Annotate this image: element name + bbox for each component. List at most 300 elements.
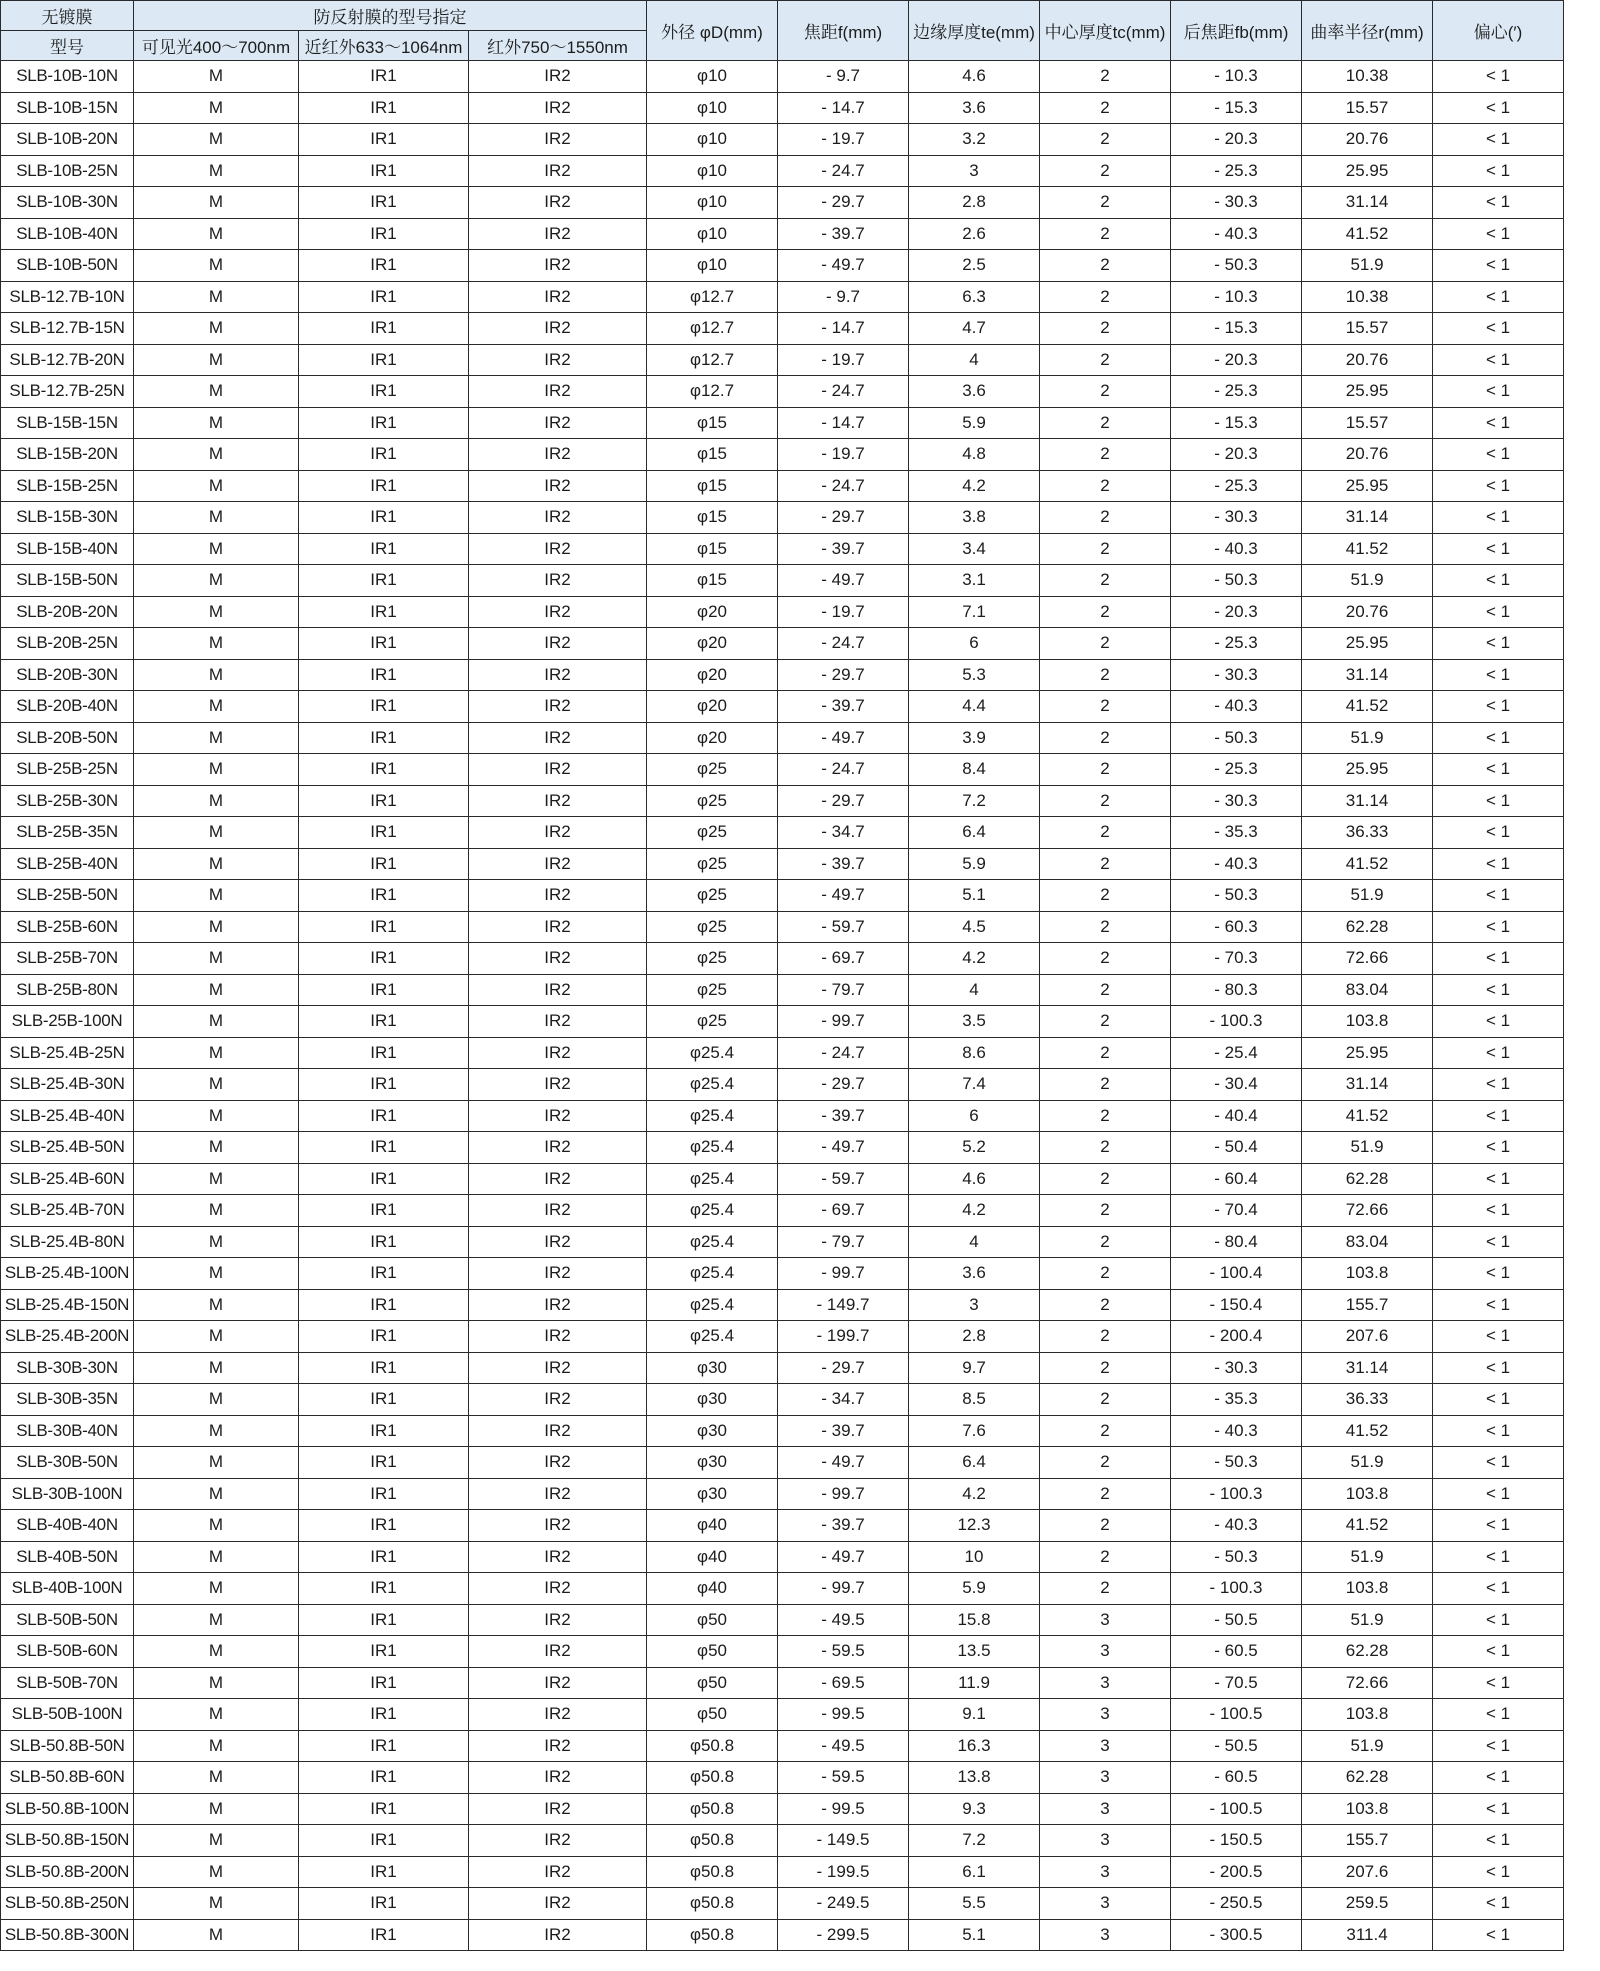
table-row <box>1 659 1564 691</box>
decenter-cell: < 1 <box>1433 1321 1564 1353</box>
nir-coating-cell: IR1 <box>299 250 469 282</box>
visible-coating-cell: M <box>134 1384 299 1416</box>
focal-length-cell: - 19.7 <box>778 344 909 376</box>
focal-length-cell: - 49.5 <box>778 1604 909 1636</box>
nir-coating-cell: IR1 <box>299 1667 469 1699</box>
model-cell: SLB-10B-15N <box>1 92 134 124</box>
radius-cell: 62.28 <box>1302 1636 1433 1668</box>
radius-cell: 103.8 <box>1302 1258 1433 1290</box>
table-body <box>1 61 1564 1951</box>
model-cell: SLB-15B-40N <box>1 533 134 565</box>
diameter-cell: φ10 <box>647 187 778 219</box>
table-row <box>1 1006 1564 1038</box>
edge-thickness-cell: 5.9 <box>909 407 1040 439</box>
radius-cell: 72.66 <box>1302 1667 1433 1699</box>
back-focal-length-cell: - 80.4 <box>1171 1226 1302 1258</box>
visible-coating-cell: M <box>134 722 299 754</box>
table-row <box>1 1888 1564 1920</box>
back-focal-length-cell: - 150.5 <box>1171 1825 1302 1857</box>
table-row <box>1 1762 1564 1794</box>
table-row <box>1 1573 1564 1605</box>
edge-thickness-cell: 3.6 <box>909 376 1040 408</box>
edge-thickness-cell: 3.8 <box>909 502 1040 534</box>
back-focal-length-cell: - 50.3 <box>1171 880 1302 912</box>
back-focal-length-cell: - 60.5 <box>1171 1762 1302 1794</box>
back-focal-length-cell: - 100.4 <box>1171 1258 1302 1290</box>
center-thickness-cell: 3 <box>1040 1888 1171 1920</box>
model-cell: SLB-30B-40N <box>1 1415 134 1447</box>
radius-cell: 15.57 <box>1302 92 1433 124</box>
diameter-cell: φ25.4 <box>647 1132 778 1164</box>
model-cell: SLB-25.4B-70N <box>1 1195 134 1227</box>
decenter-cell: < 1 <box>1433 1447 1564 1479</box>
nir-coating-cell: IR1 <box>299 785 469 817</box>
radius-cell: 51.9 <box>1302 1730 1433 1762</box>
model-cell: SLB-25.4B-60N <box>1 1163 134 1195</box>
edge-thickness-cell: 2.6 <box>909 218 1040 250</box>
diameter-cell: φ12.7 <box>647 313 778 345</box>
center-thickness-cell: 2 <box>1040 1321 1171 1353</box>
decenter-cell: < 1 <box>1433 92 1564 124</box>
edge-thickness-cell: 4.2 <box>909 470 1040 502</box>
table-row <box>1 1510 1564 1542</box>
nir-coating-cell: IR1 <box>299 1510 469 1542</box>
back-focal-length-cell: - 300.5 <box>1171 1919 1302 1951</box>
nir-coating-cell: IR1 <box>299 344 469 376</box>
focal-length-cell: - 149.5 <box>778 1825 909 1857</box>
table-row <box>1 1100 1564 1132</box>
back-focal-length-cell: - 40.3 <box>1171 1510 1302 1542</box>
radius-cell: 155.7 <box>1302 1825 1433 1857</box>
edge-thickness-cell: 4.4 <box>909 691 1040 723</box>
center-thickness-cell: 3 <box>1040 1919 1171 1951</box>
diameter-cell: φ30 <box>647 1352 778 1384</box>
table-row <box>1 911 1564 943</box>
center-thickness-cell: 2 <box>1040 943 1171 975</box>
decenter-cell: < 1 <box>1433 1919 1564 1951</box>
diameter-cell: φ20 <box>647 596 778 628</box>
focal-length-cell: - 39.7 <box>778 691 909 723</box>
table-row <box>1 61 1564 93</box>
center-thickness-cell: 3 <box>1040 1699 1171 1731</box>
back-focal-length-cell: - 35.3 <box>1171 1384 1302 1416</box>
center-thickness-cell: 2 <box>1040 502 1171 534</box>
radius-cell: 25.95 <box>1302 155 1433 187</box>
focal-length-cell: - 299.5 <box>778 1919 909 1951</box>
ir-coating-cell: IR2 <box>469 1573 647 1605</box>
focal-length-cell: - 99.7 <box>778 1006 909 1038</box>
table-row <box>1 281 1564 313</box>
visible-coating-cell: M <box>134 691 299 723</box>
nir-coating-cell: IR1 <box>299 1604 469 1636</box>
diameter-cell: φ10 <box>647 218 778 250</box>
decenter-cell: < 1 <box>1433 344 1564 376</box>
decenter-cell: < 1 <box>1433 722 1564 754</box>
focal-length-cell: - 29.7 <box>778 659 909 691</box>
table-row <box>1 344 1564 376</box>
ir-coating-cell: IR2 <box>469 376 647 408</box>
focal-length-cell: - 149.7 <box>778 1289 909 1321</box>
decenter-cell: < 1 <box>1433 1667 1564 1699</box>
diameter-cell: φ12.7 <box>647 281 778 313</box>
visible-coating-cell: M <box>134 1132 299 1164</box>
ir-coating-cell: IR2 <box>469 659 647 691</box>
model-cell: SLB-40B-50N <box>1 1541 134 1573</box>
header-row-top <box>1 1 1564 31</box>
focal-length-cell: - 34.7 <box>778 817 909 849</box>
edge-thickness-cell: 4.2 <box>909 1195 1040 1227</box>
radius-cell: 259.5 <box>1302 1888 1433 1920</box>
diameter-cell: φ30 <box>647 1415 778 1447</box>
radius-cell: 36.33 <box>1302 1384 1433 1416</box>
model-cell: SLB-20B-25N <box>1 628 134 660</box>
nir-coating-cell: IR1 <box>299 1132 469 1164</box>
back-focal-length-cell: - 25.3 <box>1171 754 1302 786</box>
model-cell: SLB-25B-50N <box>1 880 134 912</box>
radius-cell: 31.14 <box>1302 1069 1433 1101</box>
edge-thickness-cell: 3.5 <box>909 1006 1040 1038</box>
focal-length-cell: - 39.7 <box>778 218 909 250</box>
edge-thickness-cell: 7.1 <box>909 596 1040 628</box>
diameter-cell: φ20 <box>647 628 778 660</box>
center-thickness-cell: 2 <box>1040 1478 1171 1510</box>
radius-cell: 31.14 <box>1302 187 1433 219</box>
diameter-cell: φ15 <box>647 502 778 534</box>
nir-coating-cell: IR1 <box>299 1352 469 1384</box>
nir-coating-cell: IR1 <box>299 1226 469 1258</box>
radius-cell: 10.38 <box>1302 61 1433 93</box>
back-focal-length-cell: - 50.4 <box>1171 1132 1302 1164</box>
diameter-cell: φ25 <box>647 817 778 849</box>
center-thickness-cell: 2 <box>1040 533 1171 565</box>
visible-coating-cell: M <box>134 1447 299 1479</box>
focal-length-cell: - 24.7 <box>778 376 909 408</box>
diameter-cell: φ50 <box>647 1604 778 1636</box>
table-row <box>1 1226 1564 1258</box>
diameter-cell: φ25.4 <box>647 1069 778 1101</box>
diameter-cell: φ25.4 <box>647 1100 778 1132</box>
back-focal-length-cell: - 40.3 <box>1171 1415 1302 1447</box>
ir-coating-cell: IR2 <box>469 1321 647 1353</box>
focal-length-cell: - 69.7 <box>778 1195 909 1227</box>
center-thickness-cell: 3 <box>1040 1636 1171 1668</box>
center-thickness-cell: 3 <box>1040 1825 1171 1857</box>
edge-thickness-cell: 12.3 <box>909 1510 1040 1542</box>
visible-coating-cell: M <box>134 1604 299 1636</box>
visible-coating-cell: M <box>134 1100 299 1132</box>
diameter-cell: φ10 <box>647 250 778 282</box>
back-focal-length-cell: - 30.3 <box>1171 785 1302 817</box>
decenter-cell: < 1 <box>1433 1888 1564 1920</box>
model-cell: SLB-10B-40N <box>1 218 134 250</box>
radius-cell: 51.9 <box>1302 1541 1433 1573</box>
back-focal-length-cell: - 70.5 <box>1171 1667 1302 1699</box>
visible-coating-cell: M <box>134 1919 299 1951</box>
center-thickness-cell: 2 <box>1040 880 1171 912</box>
diameter-cell: φ12.7 <box>647 344 778 376</box>
model-cell: SLB-25.4B-100N <box>1 1258 134 1290</box>
radius-cell: 41.52 <box>1302 533 1433 565</box>
decenter-cell: < 1 <box>1433 250 1564 282</box>
diameter-cell: φ10 <box>647 155 778 187</box>
model-cell: SLB-15B-20N <box>1 439 134 471</box>
focal-length-cell: - 49.7 <box>778 1447 909 1479</box>
focal-length-cell: - 99.7 <box>778 1258 909 1290</box>
table-row <box>1 502 1564 534</box>
center-thickness-cell: 3 <box>1040 1730 1171 1762</box>
diameter-cell: φ25.4 <box>647 1195 778 1227</box>
nir-coating-cell: IR1 <box>299 1888 469 1920</box>
decenter-cell: < 1 <box>1433 407 1564 439</box>
center-thickness-cell: 2 <box>1040 1006 1171 1038</box>
decenter-cell: < 1 <box>1433 911 1564 943</box>
edge-thickness-cell: 4.5 <box>909 911 1040 943</box>
nir-coating-cell: IR1 <box>299 1037 469 1069</box>
radius-cell: 51.9 <box>1302 1447 1433 1479</box>
nir-coating-cell: IR1 <box>299 1069 469 1101</box>
decenter-cell: < 1 <box>1433 596 1564 628</box>
ir-coating-cell: IR2 <box>469 1447 647 1479</box>
edge-thickness-cell: 6.1 <box>909 1856 1040 1888</box>
ir-coating-cell: IR2 <box>469 281 647 313</box>
ir-coating-cell: IR2 <box>469 1006 647 1038</box>
model-cell: SLB-50.8B-150N <box>1 1825 134 1857</box>
model-cell: SLB-25.4B-150N <box>1 1289 134 1321</box>
model-cell: SLB-50.8B-100N <box>1 1793 134 1825</box>
table-row <box>1 1132 1564 1164</box>
decenter-cell: < 1 <box>1433 439 1564 471</box>
header-outer-diameter: 外径 φD(mm) <box>647 1 778 61</box>
diameter-cell: φ30 <box>647 1447 778 1479</box>
table-row <box>1 1321 1564 1353</box>
edge-thickness-cell: 8.4 <box>909 754 1040 786</box>
edge-thickness-cell: 5.9 <box>909 1573 1040 1605</box>
radius-cell: 41.52 <box>1302 691 1433 723</box>
focal-length-cell: - 199.7 <box>778 1321 909 1353</box>
nir-coating-cell: IR1 <box>299 1730 469 1762</box>
nir-coating-cell: IR1 <box>299 1415 469 1447</box>
edge-thickness-cell: 4.8 <box>909 439 1040 471</box>
nir-coating-cell: IR1 <box>299 691 469 723</box>
center-thickness-cell: 2 <box>1040 124 1171 156</box>
back-focal-length-cell: - 200.5 <box>1171 1856 1302 1888</box>
visible-coating-cell: M <box>134 1258 299 1290</box>
decenter-cell: < 1 <box>1433 1384 1564 1416</box>
focal-length-cell: - 24.7 <box>778 470 909 502</box>
model-cell: SLB-10B-30N <box>1 187 134 219</box>
back-focal-length-cell: - 70.4 <box>1171 1195 1302 1227</box>
back-focal-length-cell: - 70.3 <box>1171 943 1302 975</box>
center-thickness-cell: 2 <box>1040 659 1171 691</box>
model-cell: SLB-50B-60N <box>1 1636 134 1668</box>
decenter-cell: < 1 <box>1433 1132 1564 1164</box>
radius-cell: 207.6 <box>1302 1856 1433 1888</box>
ir-coating-cell: IR2 <box>469 533 647 565</box>
back-focal-length-cell: - 50.3 <box>1171 1447 1302 1479</box>
center-thickness-cell: 2 <box>1040 407 1171 439</box>
back-focal-length-cell: - 40.4 <box>1171 1100 1302 1132</box>
nir-coating-cell: IR1 <box>299 1321 469 1353</box>
decenter-cell: < 1 <box>1433 1825 1564 1857</box>
visible-coating-cell: M <box>134 1352 299 1384</box>
edge-thickness-cell: 4.2 <box>909 1478 1040 1510</box>
focal-length-cell: - 29.7 <box>778 1069 909 1101</box>
focal-length-cell: - 14.7 <box>778 313 909 345</box>
edge-thickness-cell: 6.4 <box>909 1447 1040 1479</box>
visible-coating-cell: M <box>134 1699 299 1731</box>
center-thickness-cell: 2 <box>1040 565 1171 597</box>
diameter-cell: φ25 <box>647 785 778 817</box>
edge-thickness-cell: 8.5 <box>909 1384 1040 1416</box>
model-cell: SLB-15B-50N <box>1 565 134 597</box>
diameter-cell: φ15 <box>647 565 778 597</box>
center-thickness-cell: 3 <box>1040 1793 1171 1825</box>
decenter-cell: < 1 <box>1433 313 1564 345</box>
edge-thickness-cell: 6.4 <box>909 817 1040 849</box>
decenter-cell: < 1 <box>1433 1762 1564 1794</box>
focal-length-cell: - 99.5 <box>778 1699 909 1731</box>
visible-coating-cell: M <box>134 754 299 786</box>
decenter-cell: < 1 <box>1433 155 1564 187</box>
radius-cell: 103.8 <box>1302 1793 1433 1825</box>
center-thickness-cell: 2 <box>1040 61 1171 93</box>
decenter-cell: < 1 <box>1433 1163 1564 1195</box>
edge-thickness-cell: 16.3 <box>909 1730 1040 1762</box>
visible-coating-cell: M <box>134 1321 299 1353</box>
nir-coating-cell: IR1 <box>299 817 469 849</box>
model-cell: SLB-30B-35N <box>1 1384 134 1416</box>
nir-coating-cell: IR1 <box>299 470 469 502</box>
nir-coating-cell: IR1 <box>299 1636 469 1668</box>
decenter-cell: < 1 <box>1433 1699 1564 1731</box>
edge-thickness-cell: 7.4 <box>909 1069 1040 1101</box>
header-back-focal-length: 后焦距fb(mm) <box>1171 1 1302 61</box>
model-cell: SLB-15B-15N <box>1 407 134 439</box>
edge-thickness-cell: 15.8 <box>909 1604 1040 1636</box>
table-row <box>1 1163 1564 1195</box>
center-thickness-cell: 2 <box>1040 691 1171 723</box>
focal-length-cell: - 49.7 <box>778 1541 909 1573</box>
edge-thickness-cell: 3.1 <box>909 565 1040 597</box>
diameter-cell: φ20 <box>647 659 778 691</box>
diameter-cell: φ25.4 <box>647 1289 778 1321</box>
diameter-cell: φ30 <box>647 1384 778 1416</box>
center-thickness-cell: 2 <box>1040 1100 1171 1132</box>
back-focal-length-cell: - 20.3 <box>1171 344 1302 376</box>
header-uncoated: 无镀膜 <box>1 1 134 31</box>
decenter-cell: < 1 <box>1433 1636 1564 1668</box>
model-cell: SLB-20B-40N <box>1 691 134 723</box>
radius-cell: 51.9 <box>1302 722 1433 754</box>
focal-length-cell: - 39.7 <box>778 1415 909 1447</box>
center-thickness-cell: 2 <box>1040 1226 1171 1258</box>
header-center-thickness: 中心厚度tc(mm) <box>1040 1 1171 61</box>
focal-length-cell: - 249.5 <box>778 1888 909 1920</box>
focal-length-cell: - 59.5 <box>778 1636 909 1668</box>
visible-coating-cell: M <box>134 250 299 282</box>
decenter-cell: < 1 <box>1433 1793 1564 1825</box>
visible-coating-cell: M <box>134 124 299 156</box>
radius-cell: 20.76 <box>1302 439 1433 471</box>
ir-coating-cell: IR2 <box>469 1226 647 1258</box>
visible-coating-cell: M <box>134 470 299 502</box>
focal-length-cell: - 99.5 <box>778 1793 909 1825</box>
back-focal-length-cell: - 50.5 <box>1171 1730 1302 1762</box>
decenter-cell: < 1 <box>1433 1478 1564 1510</box>
radius-cell: 72.66 <box>1302 943 1433 975</box>
ir-coating-cell: IR2 <box>469 1762 647 1794</box>
decenter-cell: < 1 <box>1433 1289 1564 1321</box>
diameter-cell: φ12.7 <box>647 376 778 408</box>
edge-thickness-cell: 5.5 <box>909 1888 1040 1920</box>
diameter-cell: φ50.8 <box>647 1888 778 1920</box>
table-row <box>1 155 1564 187</box>
center-thickness-cell: 3 <box>1040 1856 1171 1888</box>
focal-length-cell: - 39.7 <box>778 1100 909 1132</box>
table-row <box>1 313 1564 345</box>
nir-coating-cell: IR1 <box>299 1825 469 1857</box>
focal-length-cell: - 49.7 <box>778 565 909 597</box>
diameter-cell: φ50.8 <box>647 1856 778 1888</box>
ir-coating-cell: IR2 <box>469 1195 647 1227</box>
center-thickness-cell: 2 <box>1040 596 1171 628</box>
radius-cell: 25.95 <box>1302 376 1433 408</box>
ir-coating-cell: IR2 <box>469 502 647 534</box>
model-cell: SLB-20B-50N <box>1 722 134 754</box>
nir-coating-cell: IR1 <box>299 1006 469 1038</box>
edge-thickness-cell: 3.6 <box>909 92 1040 124</box>
ir-coating-cell: IR2 <box>469 470 647 502</box>
nir-coating-cell: IR1 <box>299 943 469 975</box>
radius-cell: 20.76 <box>1302 124 1433 156</box>
radius-cell: 25.95 <box>1302 1037 1433 1069</box>
nir-coating-cell: IR1 <box>299 502 469 534</box>
visible-coating-cell: M <box>134 313 299 345</box>
model-cell: SLB-25B-30N <box>1 785 134 817</box>
nir-coating-cell: IR1 <box>299 1573 469 1605</box>
model-cell: SLB-25.4B-80N <box>1 1226 134 1258</box>
visible-coating-cell: M <box>134 407 299 439</box>
back-focal-length-cell: - 30.3 <box>1171 187 1302 219</box>
ir-coating-cell: IR2 <box>469 628 647 660</box>
ir-coating-cell: IR2 <box>469 1604 647 1636</box>
nir-coating-cell: IR1 <box>299 187 469 219</box>
ir-coating-cell: IR2 <box>469 1037 647 1069</box>
visible-coating-cell: M <box>134 1888 299 1920</box>
visible-coating-cell: M <box>134 1478 299 1510</box>
edge-thickness-cell: 5.9 <box>909 848 1040 880</box>
decenter-cell: < 1 <box>1433 974 1564 1006</box>
visible-coating-cell: M <box>134 596 299 628</box>
focal-length-cell: - 9.7 <box>778 281 909 313</box>
back-focal-length-cell: - 40.3 <box>1171 691 1302 723</box>
decenter-cell: < 1 <box>1433 1730 1564 1762</box>
nir-coating-cell: IR1 <box>299 911 469 943</box>
ir-coating-cell: IR2 <box>469 1636 647 1668</box>
ir-coating-cell: IR2 <box>469 407 647 439</box>
diameter-cell: φ50.8 <box>647 1825 778 1857</box>
nir-coating-cell: IR1 <box>299 1699 469 1731</box>
model-cell: SLB-50.8B-300N <box>1 1919 134 1951</box>
visible-coating-cell: M <box>134 628 299 660</box>
decenter-cell: < 1 <box>1433 1258 1564 1290</box>
ir-coating-cell: IR2 <box>469 1289 647 1321</box>
ir-coating-cell: IR2 <box>469 92 647 124</box>
table-row <box>1 250 1564 282</box>
decenter-cell: < 1 <box>1433 1195 1564 1227</box>
model-cell: SLB-25B-25N <box>1 754 134 786</box>
center-thickness-cell: 2 <box>1040 187 1171 219</box>
